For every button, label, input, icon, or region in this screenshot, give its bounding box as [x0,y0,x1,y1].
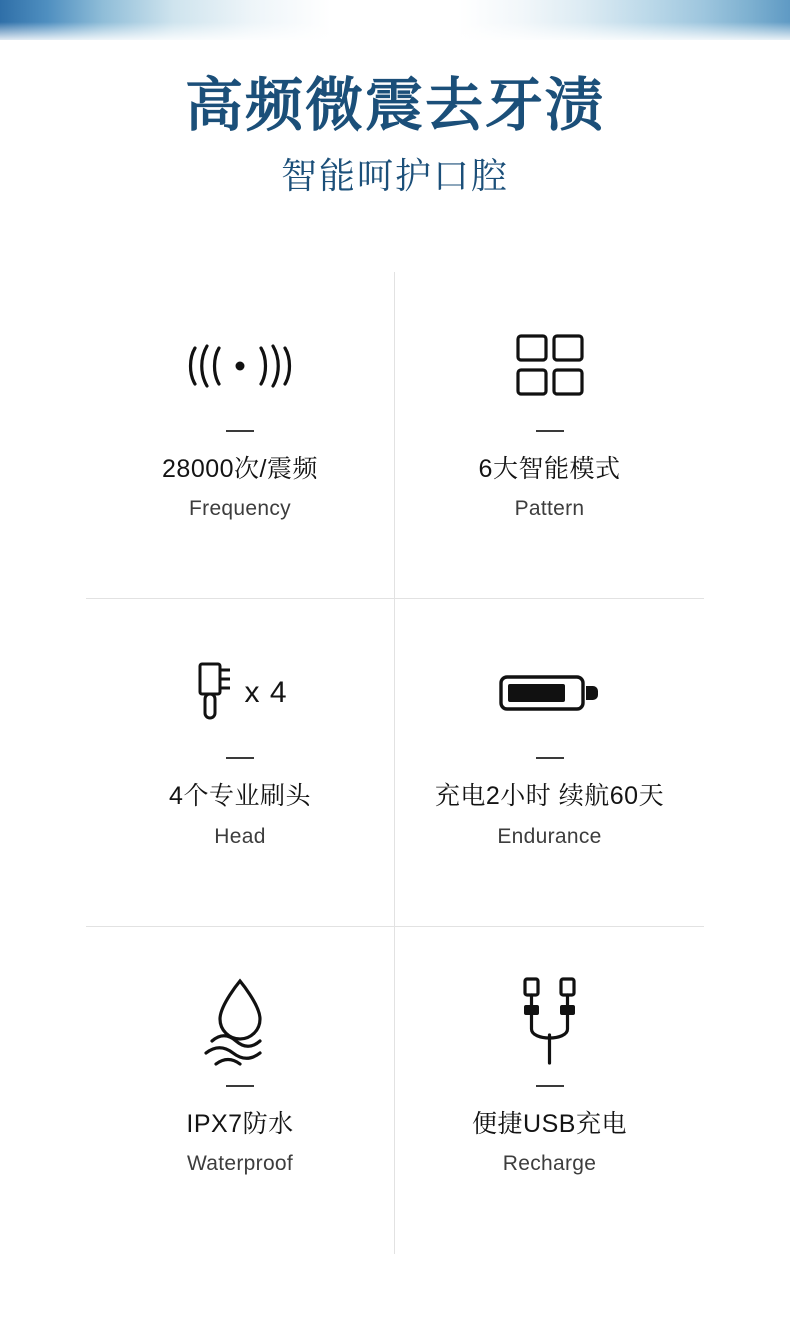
four-squares-grid-icon [514,320,586,412]
battery-icon [498,647,602,739]
feature-label-en: Frequency [189,497,291,521]
usb-cable-icon [511,975,589,1067]
feature-item-head [86,599,395,926]
feature-label-cn: 充电2小时 续航60天 [434,782,665,811]
feature-label-cn: 6大智能模式 [478,455,621,483]
feature-label-en: Pattern [514,497,585,521]
brush-head-icon [192,660,236,727]
feature-label-cn: 4个专业刷头 [169,782,311,811]
divider-rule [536,430,564,432]
divider-rule [226,1085,254,1087]
feature-item-waterproof [86,927,395,1254]
feature-item-recharge [395,927,704,1254]
page-subtitle: 智能呵护口腔 [280,155,509,197]
divider-rule [536,757,564,759]
feature-item-pattern [395,272,704,599]
divider-rule [226,430,254,432]
feature-label-cn: 28000次/震频 [162,455,318,483]
decorative-gradient-band [0,0,790,40]
feature-label-en: Endurance [497,824,602,848]
head-multiplier: x 4 [244,676,288,710]
feature-label-en: Head [214,824,266,848]
page-header [0,72,790,198]
feature-label-en: Recharge [502,1151,597,1175]
feature-label-cn: IPX7防水 [186,1109,294,1138]
feature-grid [86,272,704,1254]
feature-item-frequency [86,272,395,599]
page-title: 高频微震去牙渍 [184,73,605,138]
feature-label-cn: 便捷USB充电 [472,1109,627,1138]
feature-label-en: Waterproof [186,1151,294,1175]
feature-item-endurance [395,599,704,926]
divider-rule [226,757,254,759]
divider-rule [536,1085,564,1087]
water-drop-waves-icon [198,975,282,1067]
vibration-waves-icon [185,320,295,412]
